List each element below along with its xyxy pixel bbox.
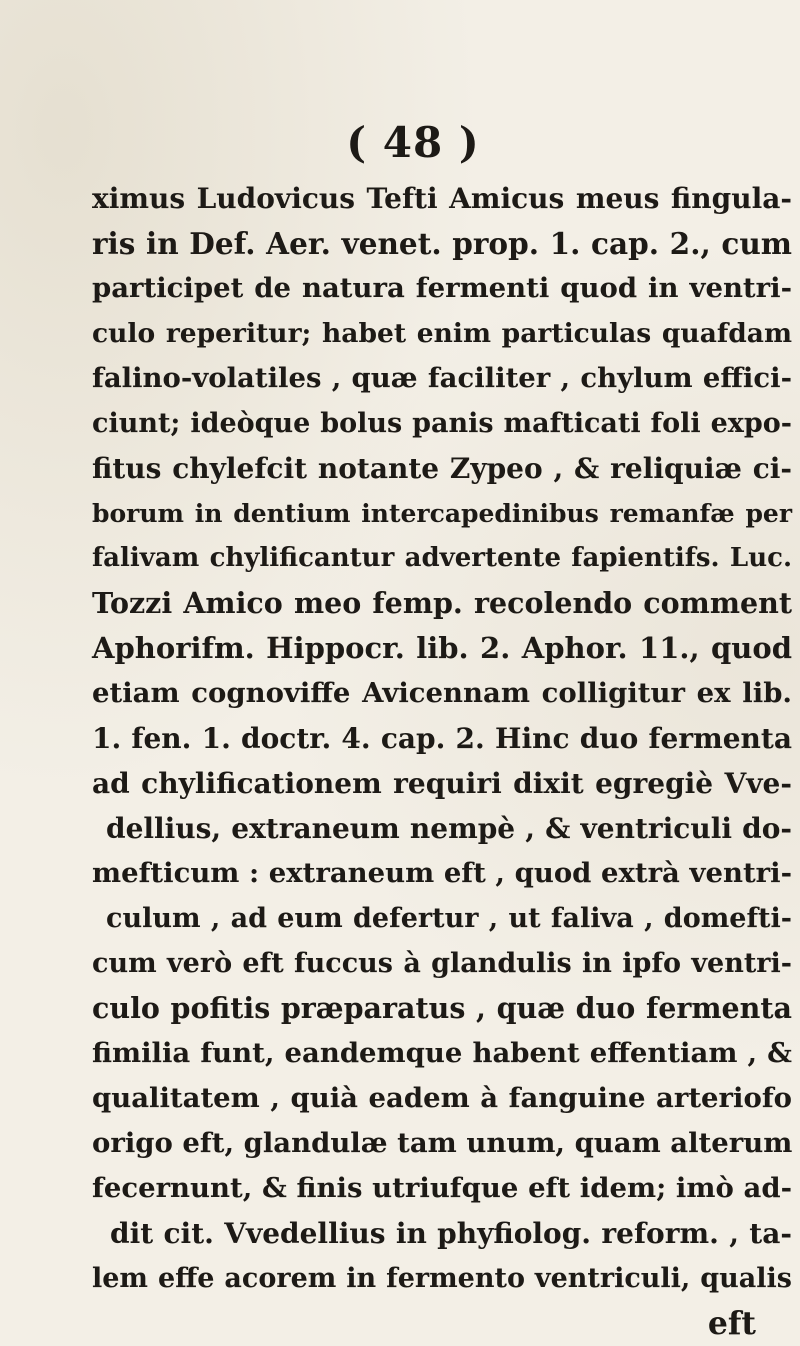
text-line: etiam cognoviffe Avicennam colligitur ex lib. bbox=[92, 677, 792, 709]
text-line: origo eft, glandulæ tam unum, quam alterum bbox=[92, 1127, 793, 1159]
text-line: falino-volatiles , quæ faciliter , chylum effici- bbox=[92, 362, 792, 394]
text-line: culo pofitis præparatus , quæ duo fermenta bbox=[92, 991, 792, 1025]
text-line: dit cit. Vvedellius in phyfiolog. reform. , ta- bbox=[110, 1217, 792, 1250]
text-line: culum , ad eum defertur , ut faliva , domefti- bbox=[106, 903, 792, 934]
text-line: Aphorifm. Hippocr. lib. 2. Aphor. 11., quod bbox=[92, 631, 792, 665]
text-line: falivam chylificantur advertente fapientifs. Luc. bbox=[92, 543, 792, 573]
catchword: eft bbox=[707, 1305, 756, 1342]
text-line: ris in Def. Aer. venet. prop. 1. cap. 2., cum bbox=[92, 226, 792, 261]
body-text bbox=[92, 176, 792, 1346]
text-line: 1. fen. 1. doctr. 4. cap. 2. Hinc duo fermenta bbox=[92, 722, 792, 755]
page-number: ( 48 ) bbox=[346, 118, 480, 167]
text-line: ad chylificationem requiri dixit egregiè Vve- bbox=[92, 767, 792, 800]
text-line: dellius, extraneum nempè , & ventriculi do- bbox=[106, 812, 792, 845]
text-line: participet de natura fermenti quod in ventri- bbox=[92, 272, 792, 304]
text-line: culo reperitur; habet enim particulas quafdam bbox=[92, 318, 792, 349]
text-line: fimilia funt, eandemque habent effentiam , & bbox=[92, 1037, 792, 1069]
text-line: qualitatem , quià eadem à fanguine arteriofo bbox=[92, 1082, 792, 1114]
text-line: fitus chylefcit notante Zypeo , & reliquiæ ci- bbox=[92, 452, 792, 485]
text-line: ximus Ludovicus Tefti Amicus meus fingula- bbox=[92, 182, 792, 215]
text-line: fecernunt, & finis utriufque eft idem; imò ad- bbox=[92, 1172, 792, 1204]
text-line: borum in dentium intercapedinibus remanfæ per bbox=[92, 499, 792, 528]
text-line: cum verò eft fuccus à glandulis in ipfo ventri- bbox=[92, 948, 792, 979]
text-line: mefticum : extraneum eft , quod extrà ventri- bbox=[92, 857, 792, 889]
text-line: Tozzi Amico meo femp. recolendo comment bbox=[92, 586, 792, 620]
text-line: ciunt; ideòque bolus panis mafticati foli expo- bbox=[92, 408, 792, 439]
text-line: lem effe acorem in fermento ventriculi, qualis bbox=[92, 1263, 792, 1294]
